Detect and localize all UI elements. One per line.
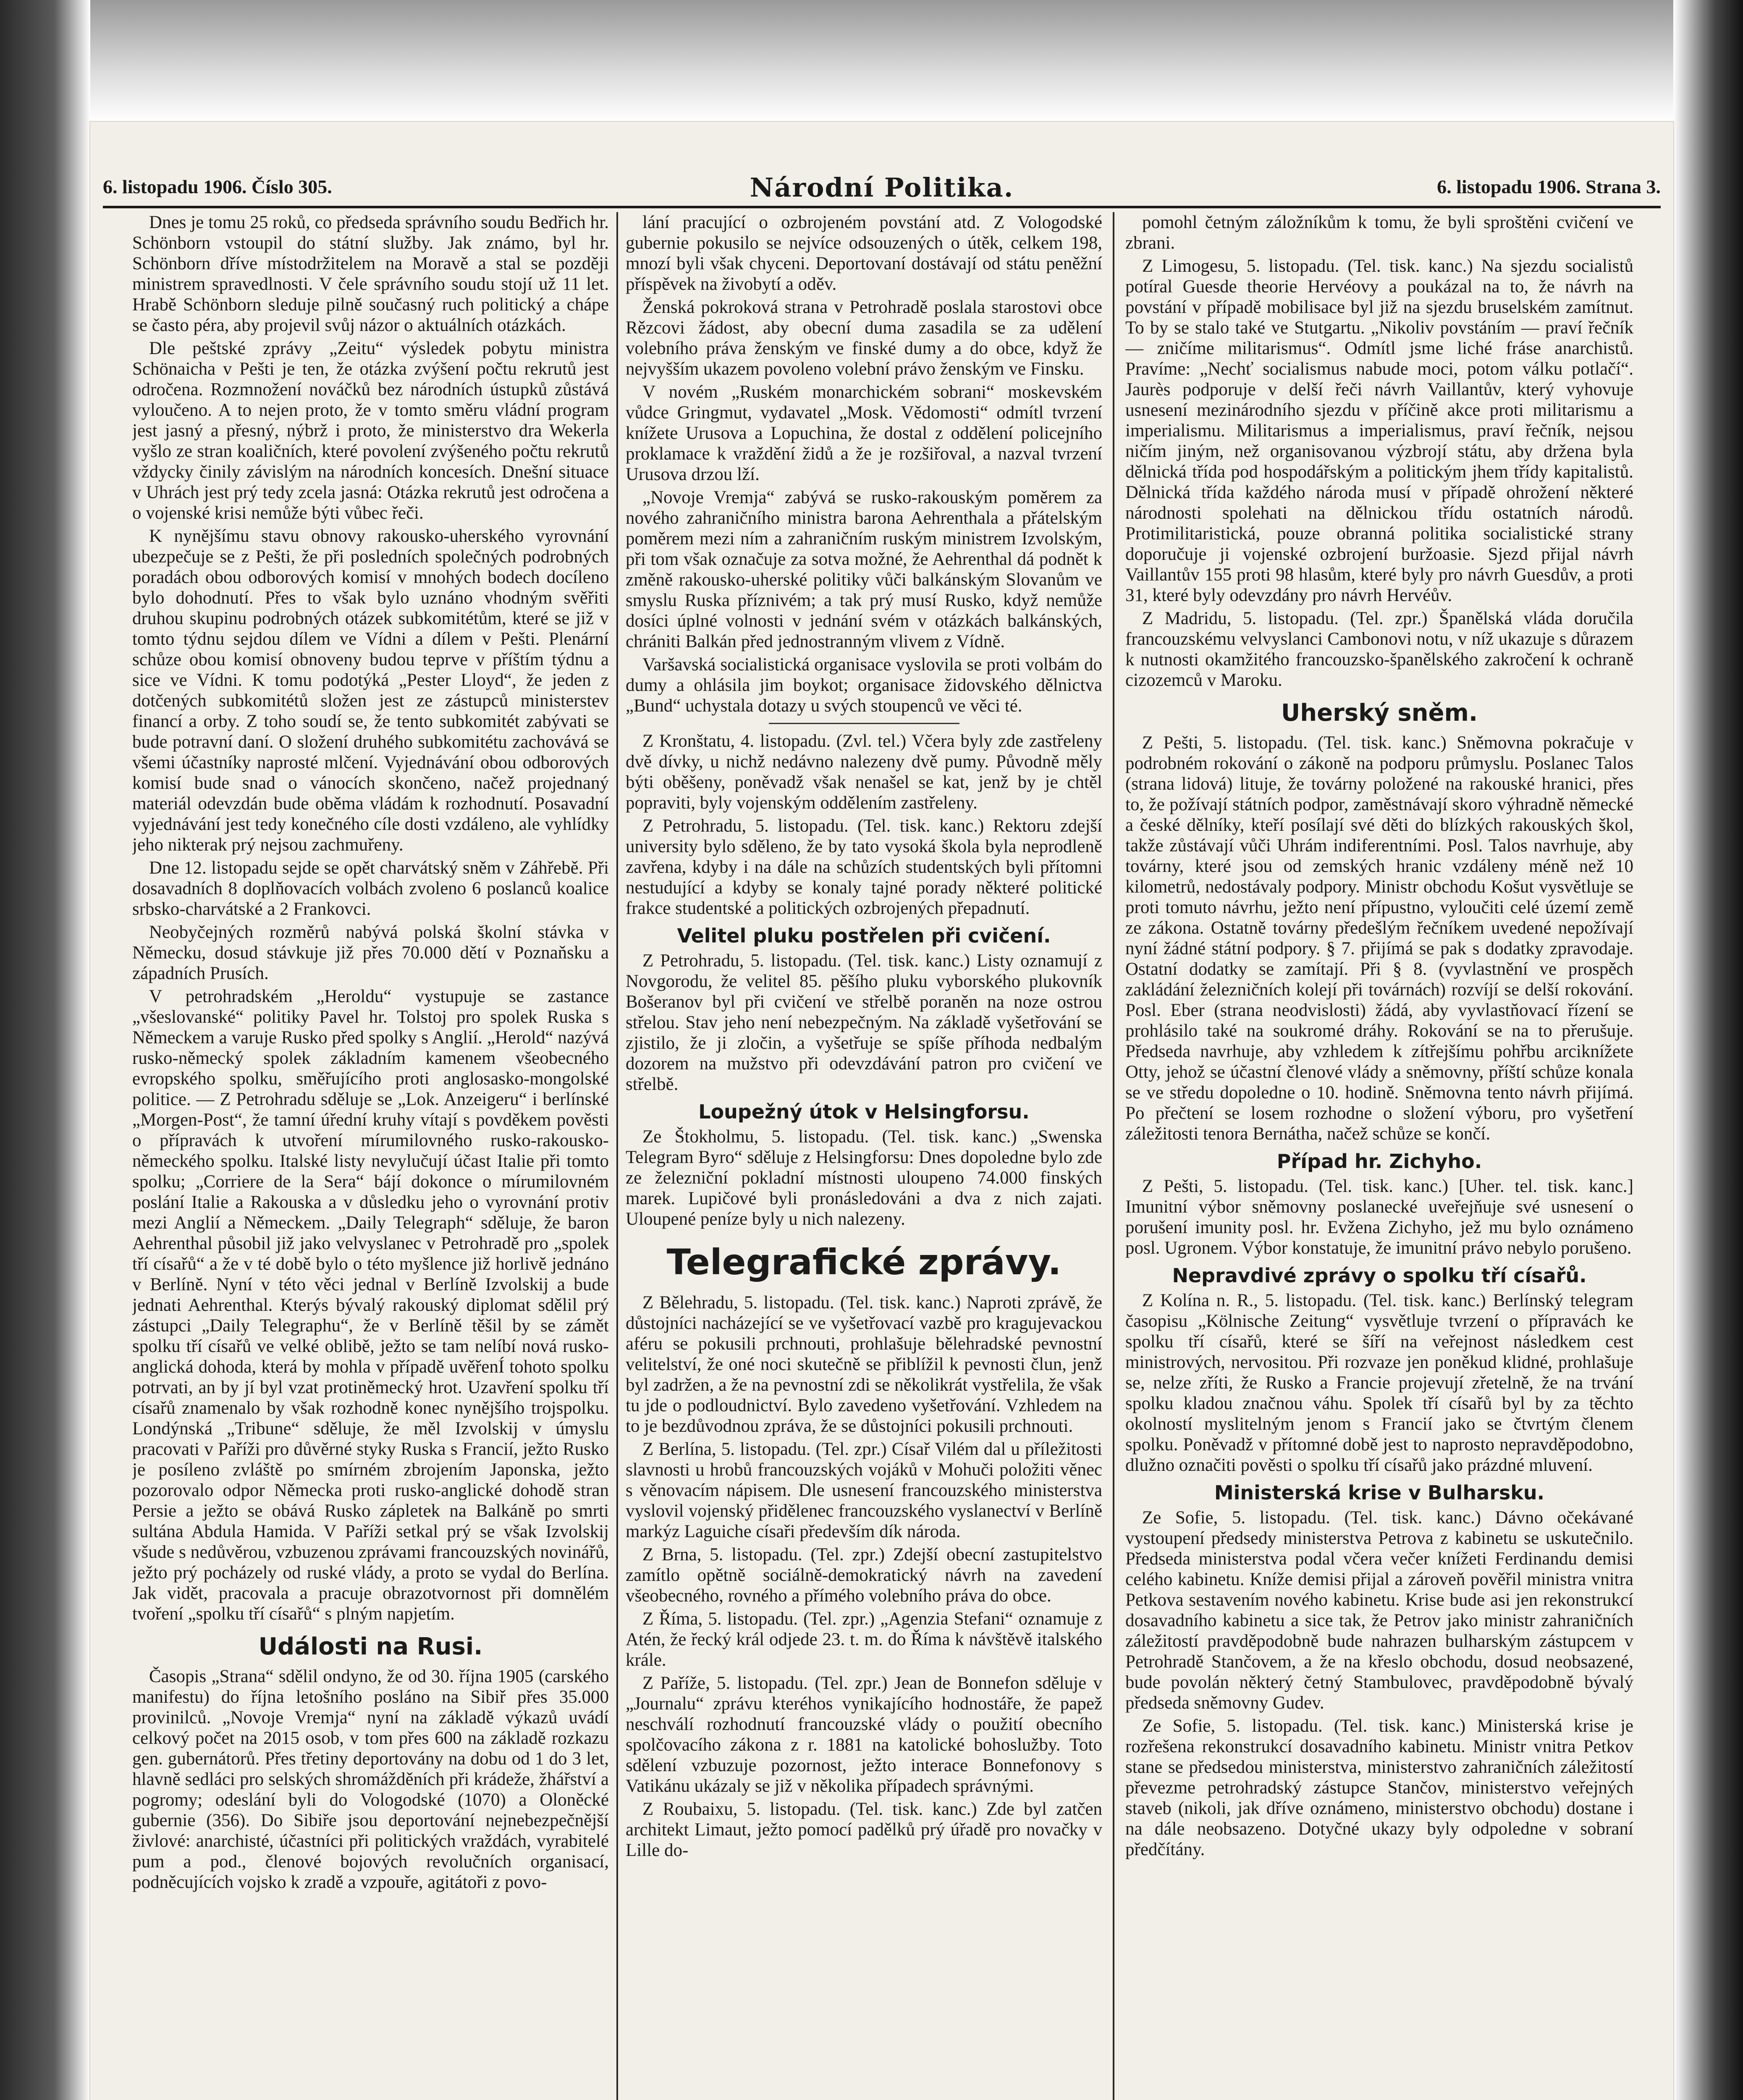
article-paragraph: Dne 12. listopadu sejde se opět charvátský sněm v Záhřebě. Při dosavadních 8 doplňovacích volbách zvoleno 6 poslanců koalice srbsko-charvátské a 2 Frankovci.	[132, 858, 609, 919]
book-binding-shadow	[0, 0, 90, 2100]
article-paragraph: Ženská pokroková strana v Petrohradě poslala starostovi obce Rězcovi žádost, aby obecní duma zasadila se za udělení volebního práva ženským ve finské dumy a do obce, když že nejvyšším ukazem povoleno volební právo ženským ve Finsku.	[626, 297, 1102, 379]
section-separator	[769, 723, 959, 724]
newspaper-page	[90, 122, 1673, 2100]
section-heading-rusi: Události na Rusi.	[258, 1633, 483, 1660]
article-paragraph: „Novoje Vremja“ zabývá se rusko-rakouským poměrem za nového zahraničního ministra barona Aehrenthala a přátelským poměrem mezi ním a zahraničním ruským ministrem Izvolským, při tom však označuje za sotva možné, že Aehrenthal dá podnět k změně rakousko-uherské politiky vůči balkánským Slovanům ve smyslu Ruska příznivém; a tak prý musí Rusko, když nemůže dosíci úplné volnosti v jednání svém v otázkách balkánských, chrániti Balkán před jednostranným vlivem z Vídně.	[626, 488, 1102, 651]
section-heading-pripad: Případ hr. Zichyho.	[1276, 1150, 1482, 1173]
article-paragraph: K nynějšímu stavu obnovy rakousko-uherského vyrovnání ubezpečuje se z Pešti, že při posledních společných podrobných poradách obou odborových komisí v mnohých bodech docíleno bylo dohodnutí. Přes to však bylo uznáno vhodným svěřiti druhou skupinu podrobných otázek subkomitétům, které se již v tomto týdnu sejdou dílem ve Vídni a dílem v Pešti. Plenární schůze obou komisí obnoveny budou teprve v příštím týdnu a sice ve Vídni. K tomu podotýká „Pester Lloyd“, že jeden z dotčených subkomitétů složen jest ze zástupců ministerstev financí a orby. Z toho soudí se, že tento subkomitét zabývati se bude potravní daní. O složení druhého subkomitétu zachovává se všemi účastníky naprosté mlčení. Vyjednávání obou odborových komisí bude snad o vánocích skončeno, načež projednaný materiál odevzdán bude oběma vládám k rozhodnutí. Posavadní vyjednávání jest tedy konečného cíle dosti vzdáleno, ale vyhlídky jeho nikterak prý nejsou zachmuřeny.	[132, 526, 609, 855]
article-paragraph: Z Říma, 5. listopadu. (Tel. zpr.) „Agenzia Stefani“ oznamuje z Atén, že řecký král odjede 23. t. m. do Říma k návštěvě italského krále.	[626, 1609, 1102, 1670]
article-paragraph: V novém „Ruském monarchickém sobrani“ moskevském vůdce Gringmut, vydavatel „Mosk. Vědomosti“ odmítl tvrzení knížete Urusova a Lopuchina, že dostal z oddělení policejního proklamace k vraždění židů a že je rozšiřoval, a nazval tvrzení Urusova drzou lží.	[626, 382, 1102, 484]
article-paragraph: Z Brna, 5. listopadu. (Tel. zpr.) Zdejší obecní zastupitelstvo zamítlo opětně sociálně-demokratický návrh na zavedení všeobecného, rovného a přímého volebního práva do obce.	[626, 1545, 1102, 1606]
article-paragraph: Varšavská socialistická organisace vyslovila se proti volbám do dumy a ohlásila jim boykot; organisace židovského dělnictva „Bund“ uchystala dotazy u svých stoupenců ve věci té.	[626, 655, 1102, 716]
section-heading-nepravdive: Nepravdivé zprávy o spolku tří císařů.	[1172, 1264, 1587, 1287]
article-paragraph: Z Petrohradu, 5. listopadu. (Tel. tisk. kanc.) Rektoru zdejší university bylo sděleno, že by tato vysoká škola byla neprodleně zavřena, kdyby i na dále na schůzích studentských byli přítomni nestudující a kdyby se konaly tajné porady některé politické frakce studentské a politických ozbrojených přepadnutí.	[626, 816, 1102, 918]
article-paragraph: Časopis „Strana“ sdělil ondyno, že od 30. října 1905 (carského manifestu) do října letošního posláno na Sibiř přes 35.000 provinilců. „Novoje Vremja“ nyní na základě výkazů uvádí celkový počet na 2015 osob, v tom přes 600 na základě rozkazu gen. gubernátorů. Přes třetiny deportovány na dobu od 1 do 3 let, hlavně sedláci pro selských shromážděních při krádeže, žhářství a pogromy; odeslání byli do Vologodské (1070) a Oloněcké gubernie (356). Do Sibiře jsou deportování nejnebezpečnější živlové: anarchisté, účastníci při politických vraždách, vyrabitelé pum a pod., členové bojových revolučních organisací, podněcujících vojsko k zradě a vzpouře, agitátoři z povo-	[132, 1667, 609, 1892]
article-paragraph: Z Pešti, 5. listopadu. (Tel. tisk. kanc.) [Uher. tel. tisk. kanc.] Imunitní výbor sněmovny poslanecké uveřejňuje své usnesení o porušení imunity posl. hr. Evžena Zichyho, jež mu bylo oznámeno posl. Ugronem. Výbor konstatuje, že imunitní právo nebylo porušeno.	[1125, 1176, 1633, 1258]
article-paragraph: Z Limogesu, 5. listopadu. (Tel. tisk. kanc.) Na sjezdu socialistů potíral Guesde theorie Hervéovy a poukázal na to, že návrh na povstání v případě mobilisace byl již na sjezdu bruselském zamítnut. To by se stalo také ve Stutgartu. „Nikoliv povstáním — praví řečník — zničíme militarismus“. Odmítl jsme liché fráse anarchistů. Pravíme: „Nechť socialismus nabude moci, potom válku potlačí“. Jaurès podporuje v delší řeči návrh Vaillantův, který vyhovuje usnesení mezinárodního sjezdu v příčině akce proti militarismu a imperialismu. Militarismus a imperialismus, praví řečník, nejsou ničím jiným, než organisovanou výzbrojí státu, aby držena byla dělnická třída pod hospodářským a politickým jhem třídy kapitalistů. Dělnická třída každého národa musí v případě ohrožení některé národnosti spolehati na dělnickou třídu ostatních národů. Protimilitaristická, pouze obranná politika socialistické strany doporučuje ji vojenské ozbrojení buržoasie. Sjezd přijal návrh Vaillantův 155 proti 98 hlasům, které byly pro návrh Guesdův, a proti 31, které byly odevzdány pro návrh Hervéův.	[1125, 256, 1633, 605]
article-paragraph: pomohl četným záložníkům k tomu, že byli sproštěni cvičení ve zbrani.	[1125, 213, 1633, 253]
section-heading-uhersky: Uherský sněm.	[1281, 699, 1478, 727]
article-paragraph: Z Kolína n. R., 5. listopadu. (Tel. tisk. kanc.) Berlínský telegram časopisu „Kölnische Zeitung“ vysvětluje tvrzení o přípravách ke spolku tří císařů, které se šíří na veřejnost následkem cest ministrových, nervositou. Při rozvaze jen poněkud klidné, prohlašuje se, nelze zříti, že Rusko a Francie projevují zřetelně, že na trvání spolku kladou značnou váhu. Spolek tří císařů byl by za těchto okolností myslitelným jenom s Francií jako se čtvrtým členem spolku. Poněvadž v přítomné době jest to naprosto nepravděpodobno, dlužno označiti pověsti o spolku tří císařů jako prázdné mluvení.	[1125, 1291, 1633, 1475]
column-2	[626, 212, 1102, 2100]
section-heading-telegraficke: Telegrafické zprávy.	[666, 1242, 1062, 1283]
header-date-right: 6. listopadu 1906. Strana 3.	[1437, 176, 1661, 197]
article-paragraph: Z Bělehradu, 5. listopadu. (Tel. tisk. kanc.) Naproti zprávě, že důstojníci nacházející se ve vyšetřovací vazbě pro kragujevackou aféru se pokusili prchnouti, prohlašuje bělehradské pevnostní velitelství, že oné noci skutečně se přiblížil k pevnosti člun, jenž byl zadržen, a že na pevnostní zdi se několikrát vystřelila, že však tu jde o podloudnictví. Bylo zavedeno vyšetřování. Vzhledem na to je bezdůvodnou zpráva, že se důstojníci pokusili prchnouti.	[626, 1293, 1102, 1436]
section-heading-loupezny: Loupežný útok v Helsingforsu.	[698, 1100, 1030, 1123]
article-paragraph: Z Pešti, 5. listopadu. (Tel. tisk. kanc.) Sněmovna pokračuje v podrobném rokování o zákoně na podporu průmyslu. Poslanec Talos (strana lidová) lituje, že továrny položené na rakouské hranici, přes to, že požívají státních podpor, zaměstnávají skoro výhradně německé a české dělníky, kteří posílají své děti do blízkých rakouských škol, takže zůstávají vůči Uhrám indiferentními. Posl. Talos navrhuje, aby továrny, které jsou od zemských hranic vzdáleny méně než 10 kilometrů, nedostávaly podpory. Ministr obchodu Košut vysvětluje se proti tomuto návrhu, ježto není přípustno, vyloučiti celé území země ze zákona. Ostatně továrny předešlým řečníkem uvedené nepožívají nyní žádné státní podpory. § 7. přijímá se pak s dodatky zpravodaje. Ostatní dodatky se zamítají. Při § 8. (vyvlastnění ve prospěch zakládání železničních kolejí při továrnách) rozvíjí se delší rokování. Posl. Eber (strana neodvislosti) žádá, aby vyvlastňovací řízení se prohlásilo také na soukromé dráhy. Rokování se na to přerušuje. Předseda navrhuje, aby vzhledem k zítřejšímu pohřbu arciknížete Otty, jehož se účastní členové vlády a sněmovny, příští schůze konala se ve středu dopoledne o 10. hodině. Sněmovna tento návrh přijímá. Po přečtení se losem rozhodne o složení výboru, pro vyšetření záležitosti tenora Bernátha, načež schůze se končí.	[1125, 733, 1633, 1144]
article-paragraph: Z Paříže, 5. listopadu. (Tel. zpr.) Jean de Bonnefon sděluje v „Journalu“ zprávu kteréhos vynikajícího hodnostáře, že papež neschválí rozhodnutí francouzské vlády o použití obecního spolčovacího zákona z r. 1881 na katolické bohoslužby. Toto sdělení vzbuzuje pozornost, ježto interace Bonnefonovy s Vatikánu ukázaly se již v několika případech správnými.	[626, 1673, 1102, 1796]
article-paragraph: Neobyčejných rozměrů nabývá polská školní stávka v Německu, dosud stávkuje již přes 70.000 dětí v Poznaňsku a západních Prusích.	[132, 922, 609, 983]
page-header	[103, 172, 1661, 202]
header-rule	[103, 206, 1661, 208]
article-paragraph: V petrohradském „Heroldu“ vystupuje se zastance „všeslovanské“ politiky Pavel hr. Tolstoj pro spolek Ruska s Německem a varuje Rusko před spolky s Anglií. „Herold“ nazývá rusko-německý spolek základním kamenem všeobecného evropského spolku, směřujícího proti anglosasko-mongolské politice. — Z Petrohradu sděluje se „Lok. Anzeigeru“ i berlínské „Morgen-Post“, že tamní úřední kruhy vítají s povděkem pověsti o přípravách k utvoření mírumilovného rusko-rakousko-německého spolku. Italské listy nevylučují účast Italie při tomto spolku; „Corriere de la Sera“ bájí dokonce o mírumilovném poslání Italie a Rakouska a v důsledku jeho o vyrovnání protiv mezi Anglií a Německem. „Daily Telegraph“ sděluje, že baron Aehrenthal působil již jako velvyslanec v Petrohradě pro „spolek tří císařů“ a že v té době bylo o této myšlence již horlivě jednáno v Berlíně. Nyní v této věci jednal v Berlíně Izvolskij a bude jednati Aehrenthal. Kterýs bývalý rakouský diplomat sdělil prý zástupci „Daily Telegraphu“, že v Berlíně těšil by se zámět spolku tří císařů ve velké oblibě, ježto se tam nelíbí nová rusko-anglická dohoda, která by mohla v případě uvěřenÍ tohoto spolku potrvati, an by jí byl vzat protiněmecký hrot. Uzavření spolku tří císařů znamenalo by však rozhodně konec nynějšího trojspolku. Londýnská „Tribune“ sděluje, že měl Izvolskij v úmyslu pracovati v Paříži pro důvěrné styky Ruska s Francií, ježto Rusko je posíleno zvláště po smírném zbrojením Japonska, ježto pozorovalo odpor Německa proti rusko-anglické dohodě stran Persie a ježto se obává Rusko zápletek na Balkáně po smrti sultána Abdula Hamida. V Paříži setkal prý se však Izvolskij všude s nedůvěrou, vzbuzenou zprávami francouzských novinářů, ježto prý pocházely od ruské vlády, a proto se vydal do Berlína. Jak vidět, pracovala a pracuje obrazotvornost při domnělém tvoření „spolku tří císařů“ s plným napjetím.	[132, 987, 609, 1624]
article-paragraph: Dnes je tomu 25 roků, co předseda správního soudu Bedřich hr. Schönborn vstoupil do státní služby. Jak známo, byl hr. Schönborn dříve místodržitelem na Moravě a stal se později ministrem spravedlnosti. V čele správního soudu stojí už 11 let. Hrabě Schönborn sleduje pilně současný ruch politický a chápe se často péra, aby projevil svůj názor o aktuálních otázkách.	[132, 213, 609, 335]
article-paragraph: Dle peštské zprávy „Zeitu“ výsledek pobytu ministra Schönaicha v Pešti je ten, že otázka zvýšení počtu rekrutů jest odročena. Rozmnožení nováčků bez národních ústupků zůstává vyloučeno. A to nejen proto, že v tomto směru vládní program jest jasný a přesný, nýbrž i proto, že ministerstvo dra Wekerla vyšlo ze stran koaličních, které povolení zvýšeného počtu rekrutů vždycky činily závislým na národních koncesích. Dnešní situace v Uhrách jest prý tedy zcela jasná: Otázka rekrutů jest odročena a o vojenské krisi nemůže býti vůbec řeči.	[132, 339, 609, 523]
section-heading-velitel: Velitel pluku postřelen při cvičení.	[677, 924, 1051, 947]
section-heading-ministerska: Ministerská krise v Bulharsku.	[1214, 1481, 1545, 1504]
scan-right-edge	[1673, 0, 1743, 2100]
article-paragraph: lání pracující o ozbrojeném povstání atd. Z Vologodské gubernie pokusilo se nejvíce odsouzených o útěk, celkem 198, mnozí byli však chyceni. Deportovaní dostávají od státu peněžní příspěvek na živobytí a oděv.	[626, 213, 1102, 294]
column-1	[132, 212, 609, 2100]
article-paragraph: Ze Sofie, 5. listopadu. (Tel. tisk. kanc.) Ministerská krise je rozřešena rekonstrukcí dosavadního kabinetu. Ministr vnitra Petkov stane se předsedou ministerstva, ministerstvo zahraničních záležitostí převezme petrohradský zástupce Stančov, ministerstvo veřejných staveb (nikoli, jak dříve oznámeno, ministerstvo obchodu) dostane i na dále neobsazeno. Dotyčné ukazy byly odpoledne v sobraní předčítány.	[1125, 1716, 1633, 1859]
article-paragraph: Z Petrohradu, 5. listopadu. (Tel. tisk. kanc.) Listy oznamují z Novgorodu, že velitel 85. pěšího pluku vyborského plukovník Bošeranov byl při cvičení ve střelbě poraněn na noze ostrou střelou. Stav jeho není nebezpečným. Na základě vyšetřování se zjistilo, že ji zločin, a vyšetřuje se spíše příhoda nedbalým dozorem na mužstvo při odevzdávání patron pro cvičení ve střelbě.	[626, 951, 1102, 1094]
article-paragraph: Z Madridu, 5. listopadu. (Tel. zpr.) Španělská vláda doručila francouzskému velvyslanci Cambonovi notu, v níž ukazuje s důrazem k nutnosti okamžitého francouzsko-španělského zakročení k ochraně cizozemců v Maroku.	[1125, 609, 1633, 690]
scan-top-margin	[90, 0, 1743, 122]
column-rule-2	[1113, 212, 1114, 2100]
masthead-title: Národní Politika.	[750, 172, 1014, 203]
article-paragraph: Z Kronštatu, 4. listopadu. (Zvl. tel.) Včera byly zde zastřeleny dvě dívky, u nichž nedávno nalezeny dvě pumy. Původně měly býti oběšeny, poněvadž však nenašel se kat, jenž by je chtěl popraviti, byly vojenským oddělením zastřeleny.	[626, 731, 1102, 813]
header-date-left: 6. listopadu 1906. Číslo 305.	[103, 176, 332, 197]
article-paragraph: Ze Sofie, 5. listopadu. (Tel. tisk. kanc.) Dávno očekávané vystoupení předsedy ministerstva Petrova z kabinetu se uskutečnilo. Předseda ministerstva podal včera večer knížeti Ferdinandu demisi celého kabinetu. Kníže demisi přijal a zároveň pověřil ministra vnitra Petkova sestavením nového kabinetu. Krise bude asi jen rekonstrukcí dosavadního kabinetu a sice tak, že Petrov jako ministr zahraničních záležitostí pravděpodobně bude nahrazen bulharským zástupcem v Petrohradě Stančovem, a že na křeslo obchodu, dosud neobsazené, bude povolán některý četný Stambulovec, pravděpodobně bývalý předseda sněmovny Gudev.	[1125, 1508, 1633, 1713]
article-paragraph: Z Berlína, 5. listopadu. (Tel. zpr.) Císař Vilém dal u příležitosti slavnosti u hrobů francouzských vojáků v Mohuči položiti věnec s věnovacím nápisem. Dle usnesení francouzského ministerstva vyslovil vojenský přidělenec francouzského vyslanectví v Berlíně markýz Laguiche císaři především dík národa.	[626, 1439, 1102, 1541]
article-paragraph: Z Roubaixu, 5. listopadu. (Tel. tisk. kanc.) Zde byl zatčen architekt Limaut, ježto pomocí padělků prý úřadě pro novačky v Lille do-	[626, 1799, 1102, 1860]
article-paragraph: Ze Štokholmu, 5. listopadu. (Tel. tisk. kanc.) „Swenska Telegram Byro“ sděluje z Helsingforsu: Dnes dopoledne bylo zde ze železniční pokladní místnosti uloupeno 74.000 finských marek. Lupičové byli pronásledováni a dva z nich zajati. Uloupené peníze byly u nich nalezeny.	[626, 1127, 1102, 1229]
column-3	[1125, 212, 1633, 2100]
column-rule-1	[616, 212, 618, 2100]
